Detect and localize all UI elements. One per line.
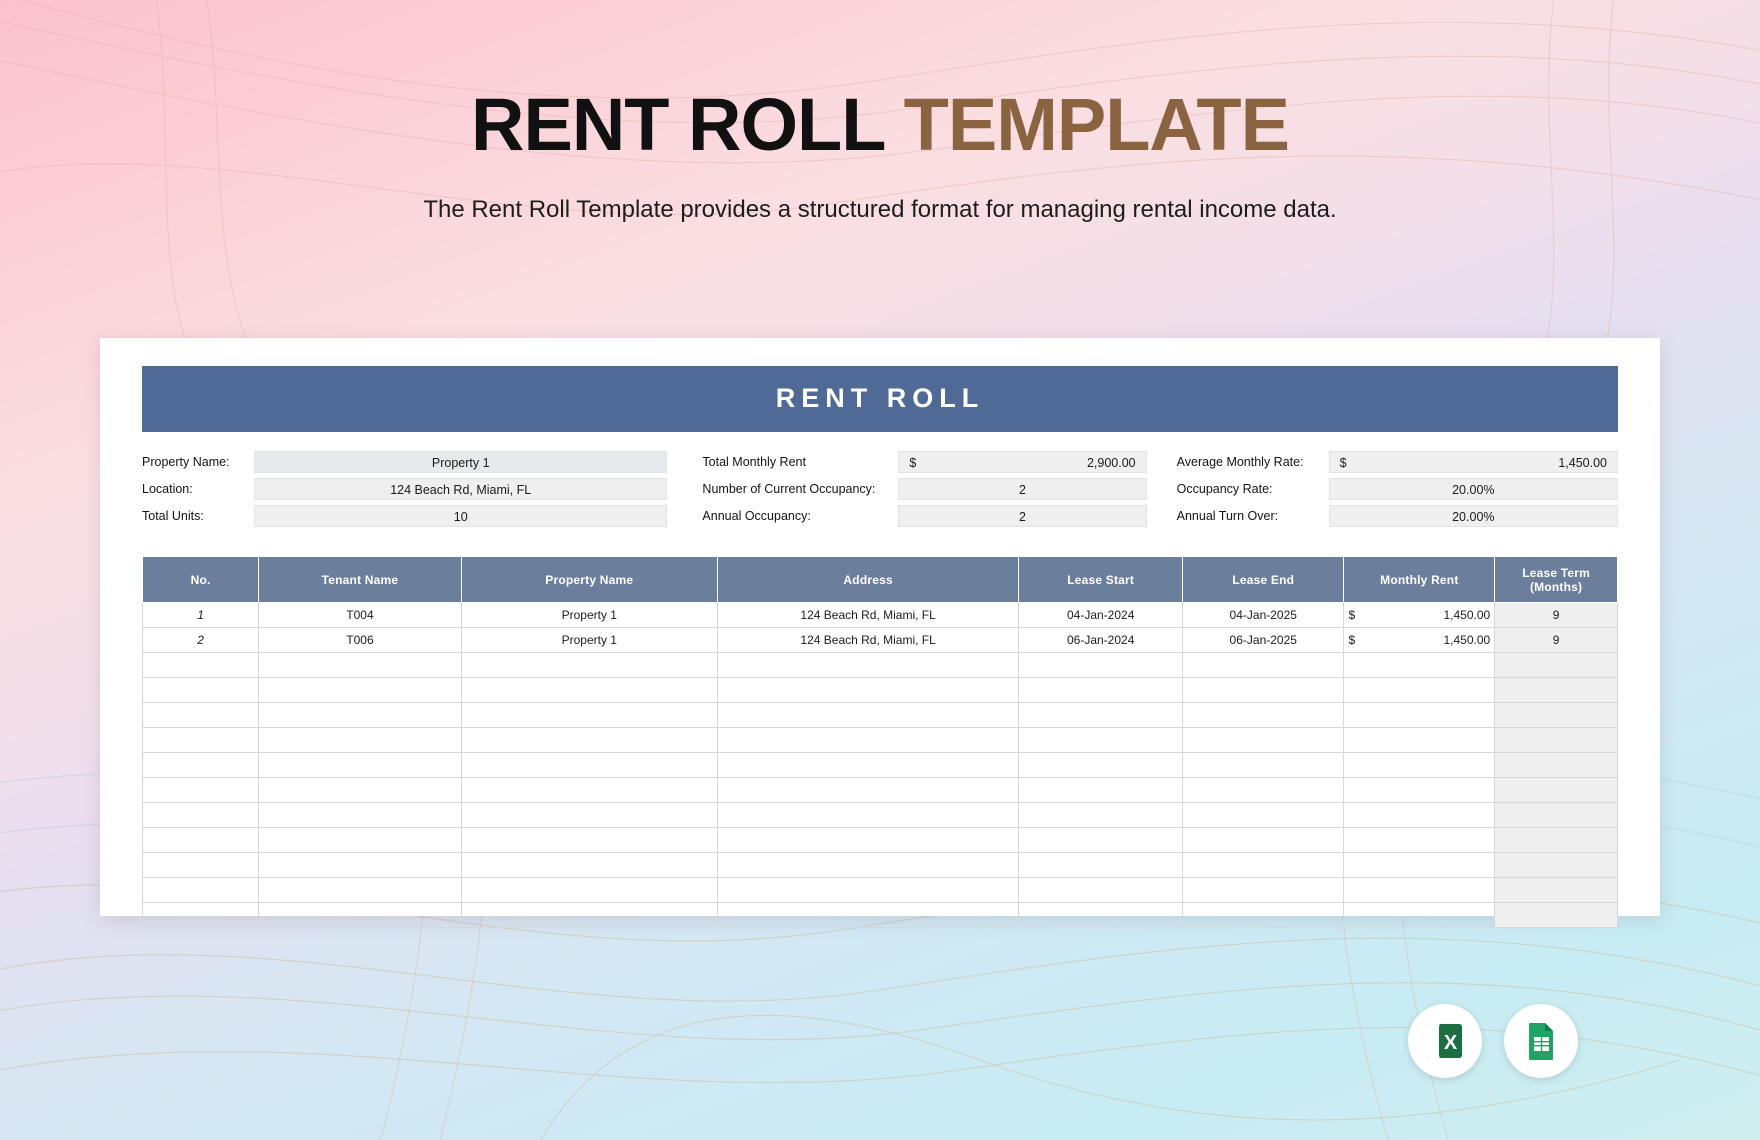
cell-empty [1495,778,1618,803]
cell-empty [143,653,259,678]
cell-empty [259,903,461,928]
table-row-empty[interactable] [143,853,1618,878]
cell-no: 1 [143,603,259,628]
cell-address: 124 Beach Rd, Miami, FL [717,603,1018,628]
rent-roll-table [142,556,1618,928]
cell-empty [717,778,1018,803]
page-title [0,0,1760,166]
column-header-tenant-name: Tenant Name [259,557,461,603]
summary-info-grid [142,450,1618,531]
cell-empty [461,778,717,803]
info-row-annual-turn-over [1177,504,1618,528]
summary-column-rates [1177,450,1618,531]
table-row-empty[interactable] [143,803,1618,828]
cell-empty [461,653,717,678]
label-occupancy-rate: Occupancy Rate: [1176,482,1273,496]
cell-empty [1495,853,1618,878]
table-row-empty[interactable] [143,703,1618,728]
spreadsheet [142,366,1618,928]
cell-empty [717,878,1018,903]
currency-symbol: $ [1348,633,1356,647]
cell-empty [1495,678,1618,703]
cell-empty [1019,828,1183,853]
cell-empty [717,803,1018,828]
page-title-main: RENT ROLL [471,83,904,166]
value-annual-turn-over[interactable]: 20.00% [1329,505,1618,527]
cell-lease-end: 04-Jan-2025 [1183,603,1344,628]
amount: 1,450.00 [1443,633,1491,647]
cell-empty [143,778,259,803]
value-annual-occupancy[interactable]: 2 [898,505,1146,527]
cell-empty [461,878,717,903]
table-row-empty[interactable] [143,828,1618,853]
value-occupancy-rate[interactable]: 20.00% [1329,478,1618,500]
cell-empty [1183,903,1344,928]
cell-empty [259,778,461,803]
table-row-empty[interactable] [143,903,1618,928]
cell-empty [717,678,1018,703]
cell-empty [1495,828,1618,853]
cell-empty [461,828,717,853]
label-annual-turn-over: Annual Turn Over: [1176,509,1279,523]
cell-empty [1183,778,1344,803]
value-total-monthly-rent[interactable] [898,451,1146,473]
cell-empty [461,903,717,928]
summary-column-property [142,450,667,531]
table-row-empty[interactable] [143,878,1618,903]
cell-empty [1019,778,1183,803]
value-total-units[interactable]: 10 [254,505,667,527]
cell-address: 124 Beach Rd, Miami, FL [717,628,1018,653]
currency-symbol: $ [1339,456,1347,470]
cell-tenant-name: T004 [259,603,461,628]
cell-lease-start: 04-Jan-2024 [1019,603,1183,628]
column-header-address: Address [717,557,1018,603]
column-header-lease-start: Lease Start [1019,557,1183,603]
cell-empty [1344,728,1495,753]
cell-empty [717,753,1018,778]
cell-empty [143,678,259,703]
cell-empty [1183,853,1344,878]
table-row-empty[interactable] [143,778,1618,803]
cell-empty [461,753,717,778]
table-row-empty[interactable] [143,653,1618,678]
format-badges [1408,1004,1578,1078]
table-row-empty[interactable] [143,753,1618,778]
cell-empty [717,703,1018,728]
cell-empty [259,703,461,728]
info-row-location [142,477,667,501]
value-location[interactable]: 124 Beach Rd, Miami, FL [254,478,667,500]
cell-empty [259,753,461,778]
label-total-units: Total Units: [142,509,204,523]
value-property-name[interactable]: Property 1 [254,451,667,473]
cell-empty [259,828,461,853]
page-header [0,0,1760,224]
cell-empty [717,903,1018,928]
info-row-average-monthly-rate [1177,450,1618,474]
cell-empty [1344,703,1495,728]
cell-empty [461,703,717,728]
value-current-occupancy[interactable]: 2 [898,478,1146,500]
cell-empty [717,853,1018,878]
label-annual-occupancy: Annual Occupancy: [702,509,811,523]
cell-monthly-rent [1344,603,1495,628]
cell-empty [259,653,461,678]
cell-empty [461,728,717,753]
cell-empty [461,803,717,828]
cell-lease-start: 06-Jan-2024 [1019,628,1183,653]
cell-empty [1495,903,1618,928]
cell-empty [1495,753,1618,778]
info-row-occupancy-rate [1177,477,1618,501]
cell-no: 2 [143,628,259,653]
column-header-lease-end: Lease End [1183,557,1344,603]
label-current-occupancy: Number of Current Occupancy: [702,482,876,496]
svg-text:X: X [1443,1032,1458,1054]
column-header-monthly-rent: Monthly Rent [1344,557,1495,603]
cell-empty [1495,728,1618,753]
cell-empty [717,728,1018,753]
cell-property-name: Property 1 [461,603,717,628]
excel-icon [1424,1020,1466,1062]
cell-empty [1344,678,1495,703]
label-property-name: Property Name: [142,455,230,469]
cell-empty [143,703,259,728]
cell-empty [1344,653,1495,678]
cell-empty [461,853,717,878]
cell-empty [259,678,461,703]
column-header-lease-term: Lease Term (Months) [1495,557,1618,603]
cell-empty [1019,678,1183,703]
cell-empty [1019,753,1183,778]
cell-empty [1183,803,1344,828]
label-total-monthly-rent: Total Monthly Rent [702,455,806,469]
amount: 1,450.00 [1558,456,1607,470]
cell-empty [1344,803,1495,828]
table-body [143,603,1618,653]
cell-empty [1183,753,1344,778]
cell-empty [1183,653,1344,678]
cell-empty [1495,803,1618,828]
google-sheets-icon [1520,1020,1562,1062]
currency-symbol: $ [1348,608,1356,622]
cell-lease-term: 9 [1495,603,1618,628]
table-row-empty[interactable] [143,678,1618,703]
cell-empty [1019,853,1183,878]
google-sheets-badge[interactable] [1504,1004,1578,1078]
cell-empty [1183,728,1344,753]
cell-empty [1344,853,1495,878]
cell-empty [1183,878,1344,903]
cell-empty [1019,903,1183,928]
cell-empty [259,728,461,753]
cell-empty [1495,703,1618,728]
label-average-monthly-rate: Average Monthly Rate: [1176,455,1304,469]
cell-empty [143,903,259,928]
info-row-annual-occupancy [702,504,1146,528]
cell-empty [143,753,259,778]
sheet-banner-title: RENT ROLL [142,366,1618,432]
currency-symbol: $ [909,456,917,470]
cell-empty [259,853,461,878]
document-card [100,338,1660,916]
cell-empty [717,653,1018,678]
cell-empty [1183,678,1344,703]
summary-column-occupancy [702,450,1146,531]
cell-lease-end: 06-Jan-2025 [1183,628,1344,653]
cell-empty [143,878,259,903]
page-title-accent: TEMPLATE [903,83,1289,166]
value-average-monthly-rate[interactable] [1329,451,1618,473]
info-row-total-monthly-rent [702,450,1146,474]
column-header-property-name: Property Name [461,557,717,603]
table-header-row [143,557,1618,603]
label-location: Location: [142,482,193,496]
table-row[interactable] [143,603,1618,628]
cell-empty [1183,703,1344,728]
cell-empty [143,828,259,853]
cell-empty [1344,753,1495,778]
cell-empty [143,803,259,828]
info-row-current-occupancy [702,477,1146,501]
cell-empty [717,828,1018,853]
cell-empty [1344,903,1495,928]
cell-empty [143,728,259,753]
cell-empty [143,853,259,878]
amount: 2,900.00 [1086,456,1136,470]
cell-empty [1019,878,1183,903]
cell-empty [1183,828,1344,853]
cell-tenant-name: T006 [259,628,461,653]
cell-empty [461,678,717,703]
column-header-no: No. [143,557,259,603]
table-row[interactable] [143,628,1618,653]
cell-empty [1344,778,1495,803]
cell-empty [259,803,461,828]
cell-empty [1019,703,1183,728]
cell-empty [1344,878,1495,903]
cell-property-name: Property 1 [461,628,717,653]
table-row-empty[interactable] [143,728,1618,753]
cell-empty [1344,828,1495,853]
page-subtitle: The Rent Roll Template provides a structured format for managing rental income data. [423,196,1337,223]
cell-lease-term: 9 [1495,628,1618,653]
info-row-property-name [142,450,667,474]
cell-empty [1495,653,1618,678]
cell-empty [1019,728,1183,753]
cell-empty [1019,653,1183,678]
cell-empty [1019,803,1183,828]
cell-empty [1495,878,1618,903]
cell-empty [259,878,461,903]
table-empty-rows [143,653,1618,928]
amount: 1,450.00 [1443,608,1491,622]
cell-monthly-rent [1344,628,1495,653]
excel-badge[interactable] [1408,1004,1482,1078]
info-row-total-units [142,504,667,528]
